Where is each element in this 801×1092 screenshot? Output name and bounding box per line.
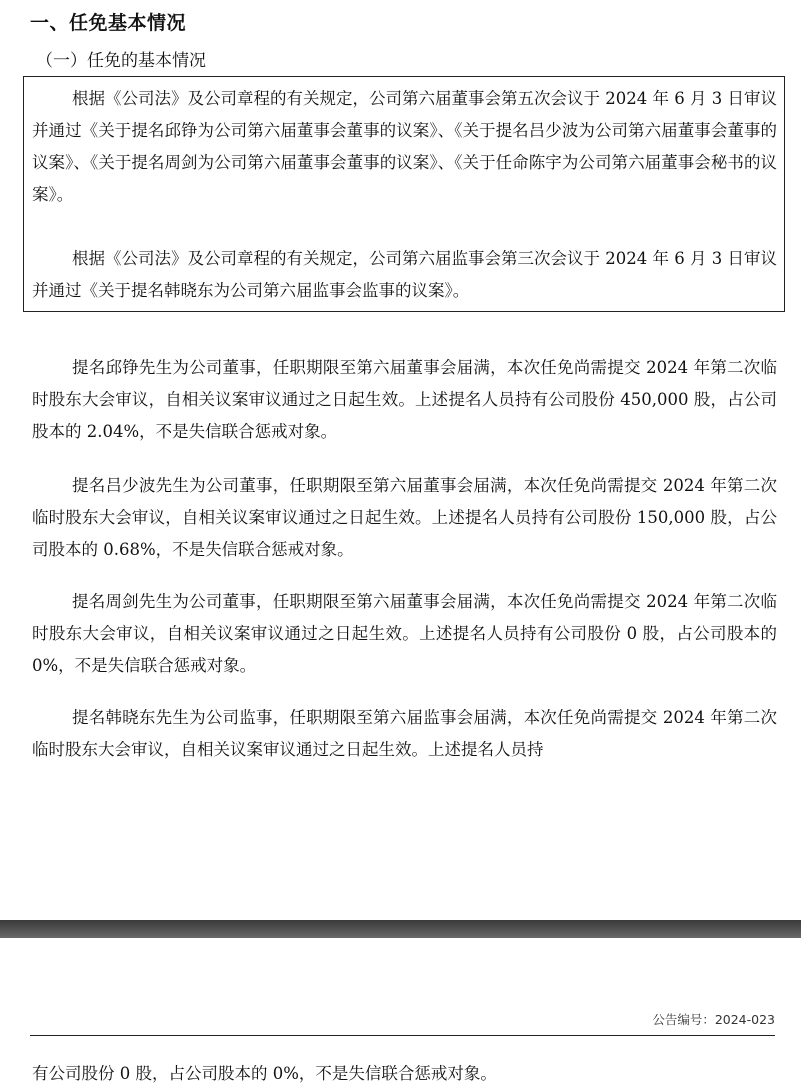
box-paragraph-board: 根据《公司法》及公司章程的有关规定，公司第六届董事会第五次会议于 2024 年 6 月 3 日审议并通过《关于提名邱铮为公司第六届董事会董事的议案》、《关于提名吕少波为公司第六届董事会董事的议案》、《关于提名周剑为公司第六届董事会董事的议案》、《关于任命陈宇为公司第六届董事会秘书的议案》。 bbox=[32, 89, 777, 204]
document-page-bottom bbox=[0, 938, 801, 1092]
section-title: 一、任免基本情况 bbox=[30, 12, 187, 34]
announcement-number: 公告编号：2024-023 bbox=[652, 1012, 775, 1027]
page-break-divider bbox=[0, 920, 801, 938]
paragraph-han-xiaodong: 提名韩晓东先生为公司监事，任职期限至第六届监事会届满，本次任免尚需提交 2024 年第二次临时股东大会审议，自相关议案审议通过之日起生效。上述提名人员持 bbox=[32, 708, 777, 759]
resolution-box bbox=[23, 76, 785, 312]
paragraph-qiu-zheng: 提名邱铮先生为公司董事，任职期限至第六届董事会届满，本次任免尚需提交 2024 年第二次临时股东大会审议，自相关议案审议通过之日起生效。上述提名人员持有公司股份 450,000 股，占公司股本的 2.04%，不是失信联合惩戒对象。 bbox=[32, 358, 777, 441]
continuation-paragraph: 有公司股份 0 股，占公司股本的 0%，不是失信联合惩戒对象。 bbox=[32, 1064, 497, 1083]
box-paragraph-supervisory: 根据《公司法》及公司章程的有关规定，公司第六届监事会第三次会议于 2024 年 6 月 3 日审议并通过《关于提名韩晓东为公司第六届监事会监事的议案》。 bbox=[32, 249, 777, 300]
paragraph-zhou-jian: 提名周剑先生为公司董事，任职期限至第六届董事会届满，本次任免尚需提交 2024 年第二次临时股东大会审议，自相关议案审议通过之日起生效。上述提名人员持有公司股份 0 股，占公司股本的 0%，不是失信联合惩戒对象。 bbox=[32, 592, 777, 675]
paragraph-lv-shaobo: 提名吕少波先生为公司董事，任职期限至第六届董事会届满，本次任免尚需提交 2024 年第二次临时股东大会审议，自相关议案审议通过之日起生效。上述提名人员持有公司股份 150,000 股，占公司股本的 0.68%，不是失信联合惩戒对象。 bbox=[32, 476, 777, 559]
header-rule bbox=[30, 1035, 775, 1036]
section-subtitle: （一）任免的基本情况 bbox=[36, 51, 206, 71]
